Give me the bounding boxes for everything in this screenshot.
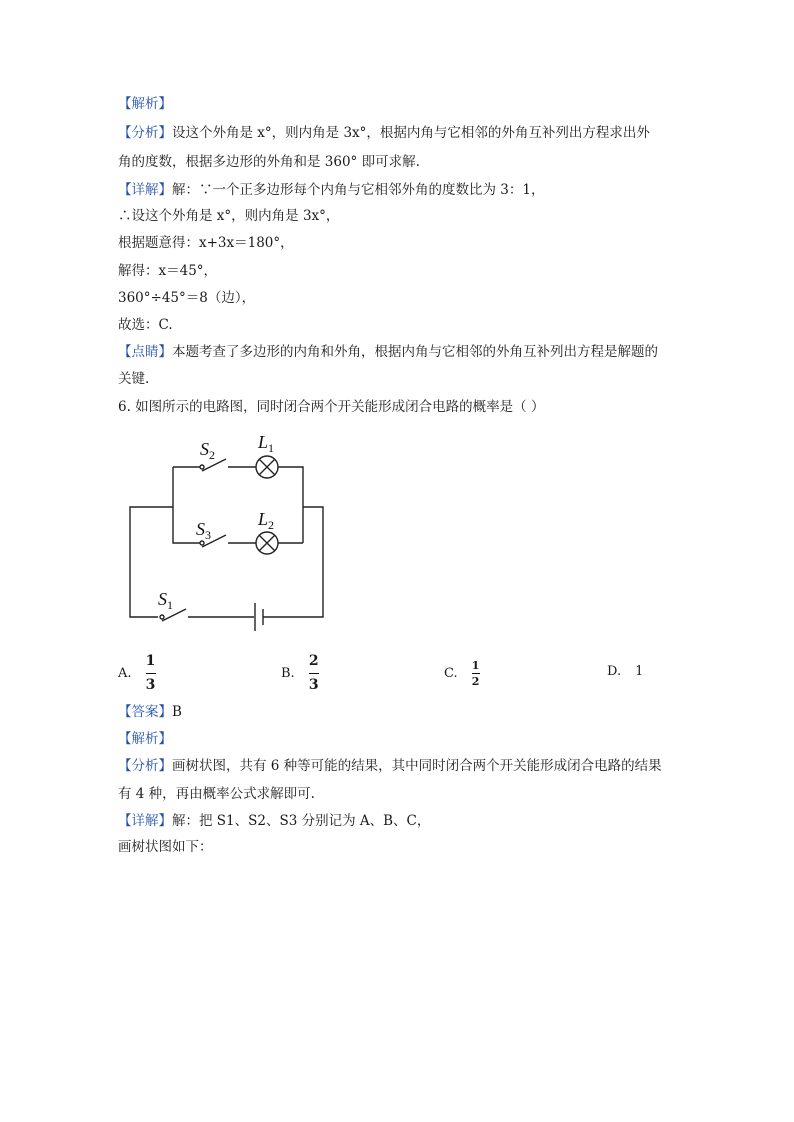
- option-b-fraction: [309, 654, 319, 693]
- detail-label-2: 【详解】: [118, 813, 172, 829]
- option-d-letter: D.: [607, 664, 622, 679]
- option-d-value: 1: [635, 664, 644, 679]
- remark-text-2: 关键.: [118, 371, 150, 387]
- switch-s1-blade: [162, 609, 186, 621]
- solution-step-4: 360°÷45°＝8（边），: [118, 290, 256, 306]
- analysis-text-1: 设这个外角是 x°，则内角是 3x°，根据内角与它相邻的外角互补列出方程求出外: [172, 125, 650, 141]
- detail-2-text-2: 画树状图如下：: [118, 839, 213, 855]
- remark-paragraph: [118, 343, 658, 361]
- analysis-label-2: 【分析】: [118, 758, 172, 774]
- analysis-2-text-2: 有 4 种，再由概率公式求解即可.: [118, 786, 315, 802]
- option-b-numerator: 2: [308, 653, 319, 669]
- lamp-l2-cross: [259, 535, 275, 551]
- solution-step-2: 根据题意得：x+3x＝180°，: [118, 235, 294, 251]
- jiexi-heading: 【解析】: [118, 96, 172, 112]
- option-c[interactable]: [444, 660, 480, 687]
- analysis-2-text-1: 画树状图，共有 6 种等可能的结果，其中同时闭合两个开关能形成闭合电路的结果: [172, 758, 662, 774]
- circuit-diagram: [118, 425, 333, 635]
- solution-step-3: 解得：x＝45°，: [118, 263, 218, 279]
- analysis-paragraph: [118, 124, 650, 142]
- answer-label: 【答案】: [118, 704, 172, 720]
- analysis-text-2: 角的度数，根据多边形的外角和是 360° 即可求解.: [118, 154, 420, 170]
- analysis-label: 【分析】: [118, 125, 172, 141]
- option-a-letter: A.: [118, 666, 132, 681]
- answer-value: B: [172, 704, 182, 720]
- remark-text-1: 本题考查了多边形的内角和外角，根据内角与它相邻的外角互补列出方程是解题的: [172, 344, 658, 360]
- option-c-denominator: 2: [471, 675, 480, 688]
- answer-line: [118, 703, 182, 721]
- switch-s1-contact: [160, 615, 164, 619]
- detail-paragraph-2: [118, 812, 430, 830]
- switch-s2-contact: [200, 465, 204, 469]
- label-l1: $L_1$: [258, 432, 275, 455]
- lamp-l1-cross: [259, 459, 275, 475]
- option-a-denominator: 3: [145, 677, 156, 693]
- detail-label: 【详解】: [118, 182, 172, 198]
- label-l2: $L_2$: [258, 509, 275, 532]
- option-a[interactable]: [118, 654, 156, 693]
- option-b[interactable]: [281, 654, 319, 693]
- option-b-letter: B.: [281, 666, 295, 681]
- solution-step-1: ∴设这个外角是 x°，则内角是 3x°，: [118, 208, 340, 224]
- label-s1: $S_1$: [158, 589, 173, 612]
- solution-step-5: 故选：C.: [118, 317, 173, 333]
- remark-label: 【点睛】: [118, 344, 172, 360]
- option-c-numerator: 1: [471, 659, 480, 672]
- option-b-denominator: 3: [308, 677, 319, 693]
- option-a-numerator: 1: [145, 653, 156, 669]
- detail-paragraph: [118, 181, 544, 199]
- option-c-letter: C.: [444, 666, 458, 681]
- jiexi-heading-2: 【解析】: [118, 731, 172, 747]
- detail-2-text-1: 解：把 S1、S2、S3 分别记为 A、B、C，: [172, 813, 431, 829]
- circuit-wire-right: [278, 467, 303, 543]
- switch-s3-contact: [200, 541, 204, 545]
- label-s2: $S_2$: [200, 439, 215, 462]
- label-s3: $S_3$: [196, 519, 211, 542]
- analysis-paragraph-2: [118, 757, 662, 775]
- option-d[interactable]: [607, 664, 643, 679]
- option-a-fraction: [146, 654, 156, 693]
- option-c-fraction: [472, 660, 480, 687]
- question-6-stem: 6. 如图所示的电路图，同时闭合两个开关能形成闭合电路的概率是（ ）: [118, 399, 545, 415]
- detail-text-1: 解：∵一个正多边形每个内角与它相邻外角的度数比为 3：1，: [172, 182, 545, 198]
